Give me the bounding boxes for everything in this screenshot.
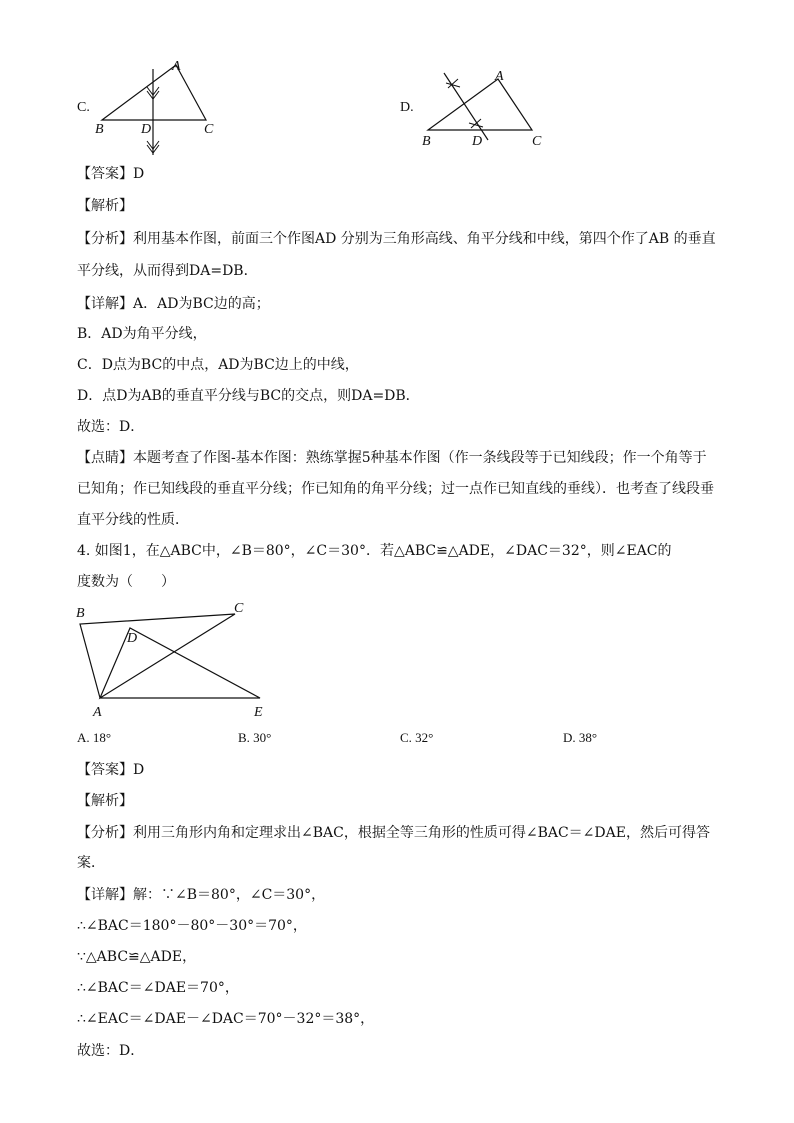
- q3-comment-line-3: 直平分线的性质．: [77, 512, 189, 528]
- q4-conclusion: 故选：D．: [77, 1043, 145, 1059]
- q4-analysis-line-2: 案．: [77, 855, 105, 871]
- q3-comment-line-1: 【点睛】本题考查了作图-基本作图：熟练掌握5种基本作图（作一条线段等于已知线段；作一个角等于: [77, 450, 707, 466]
- q3-comment-line-2: 已知角；作已知线段的垂直平分线；作已知角的角平分线；过一点作已知直线的垂线）．也考查了线段垂: [77, 481, 714, 497]
- q4-point-a: A: [93, 705, 102, 720]
- q4-point-b: B: [76, 606, 85, 621]
- option-c-figure: [90, 55, 230, 165]
- q4-choice-d: D. 38°: [563, 730, 598, 745]
- q4-step-3: ∵△ABC≌△ADE，: [77, 949, 197, 965]
- q3-analysis-line-1: 【分析】利用基本作图，前面三个作图AD 分别为三角形高线、角平分线和中线，第四个作了AB 的垂直: [77, 231, 716, 247]
- option-d-figure: [420, 65, 560, 155]
- option-c-label: C.: [77, 100, 90, 115]
- q4-answer: 【答案】D: [77, 762, 145, 778]
- q4-choice-a: A. 18°: [77, 730, 112, 745]
- fig-c-point-d: D: [141, 122, 152, 137]
- q4-step-1: 【详解】解：∵∠B＝80°，∠C＝30°，: [77, 887, 326, 903]
- q3-detail-line-2: B．AD为角平分线，: [77, 326, 207, 342]
- q4-step-5: ∴∠EAC＝∠DAE－∠DAC＝70°－32°＝38°，: [77, 1011, 375, 1027]
- fig-d-point-c: C: [532, 134, 542, 149]
- q3-detail-line-3: C．D点为BC的中点，AD为BC边上的中线，: [77, 357, 359, 373]
- q4-point-d: D: [127, 631, 138, 646]
- q4-point-e: E: [254, 705, 263, 720]
- q3-jiexi-heading: 【解析】: [77, 198, 133, 214]
- q4-figure: [70, 598, 280, 723]
- q3-analysis-line-2: 平分线，从而得到DA=DB．: [77, 263, 258, 279]
- q4-jiexi-heading: 【解析】: [77, 793, 133, 809]
- fig-c-point-b: B: [95, 122, 104, 137]
- q3-detail-line-4: D．点D为AB的垂直平分线与BC的交点，则DA=DB．: [77, 388, 420, 404]
- q4-choice-b: B. 30°: [238, 730, 272, 745]
- fig-c-point-a: A: [172, 59, 181, 74]
- q4-choice-c: C. 32°: [400, 730, 434, 745]
- q4-step-2: ∴∠BAC＝180°－80°－30°＝70°，: [77, 918, 307, 934]
- q4-stem-line-2: 度数为（ ）: [77, 574, 175, 590]
- q3-answer: 【答案】D: [77, 166, 145, 182]
- fig-d-point-a: A: [495, 69, 504, 84]
- q3-conclusion: 故选：D．: [77, 419, 145, 435]
- q4-step-4: ∴∠BAC＝∠DAE＝70°，: [77, 980, 239, 996]
- fig-c-point-c: C: [204, 122, 214, 137]
- fig-d-point-d: D: [472, 134, 483, 149]
- q3-detail-line-1: 【详解】A．AD为BC边的高；: [77, 296, 270, 312]
- q4-stem-line-1: 4. 如图1，在△ABC中，∠B＝80°，∠C＝30°．若△ABC≌△ADE，∠DAC＝32°，则∠EAC的: [77, 543, 672, 559]
- option-d-label: D.: [400, 100, 414, 115]
- q4-point-c: C: [234, 601, 244, 616]
- fig-d-point-b: B: [422, 134, 431, 149]
- q4-analysis-line-1: 【分析】利用三角形内角和定理求出∠BAC，根据全等三角形的性质可得∠BAC＝∠DAE，然后可得答: [77, 825, 710, 841]
